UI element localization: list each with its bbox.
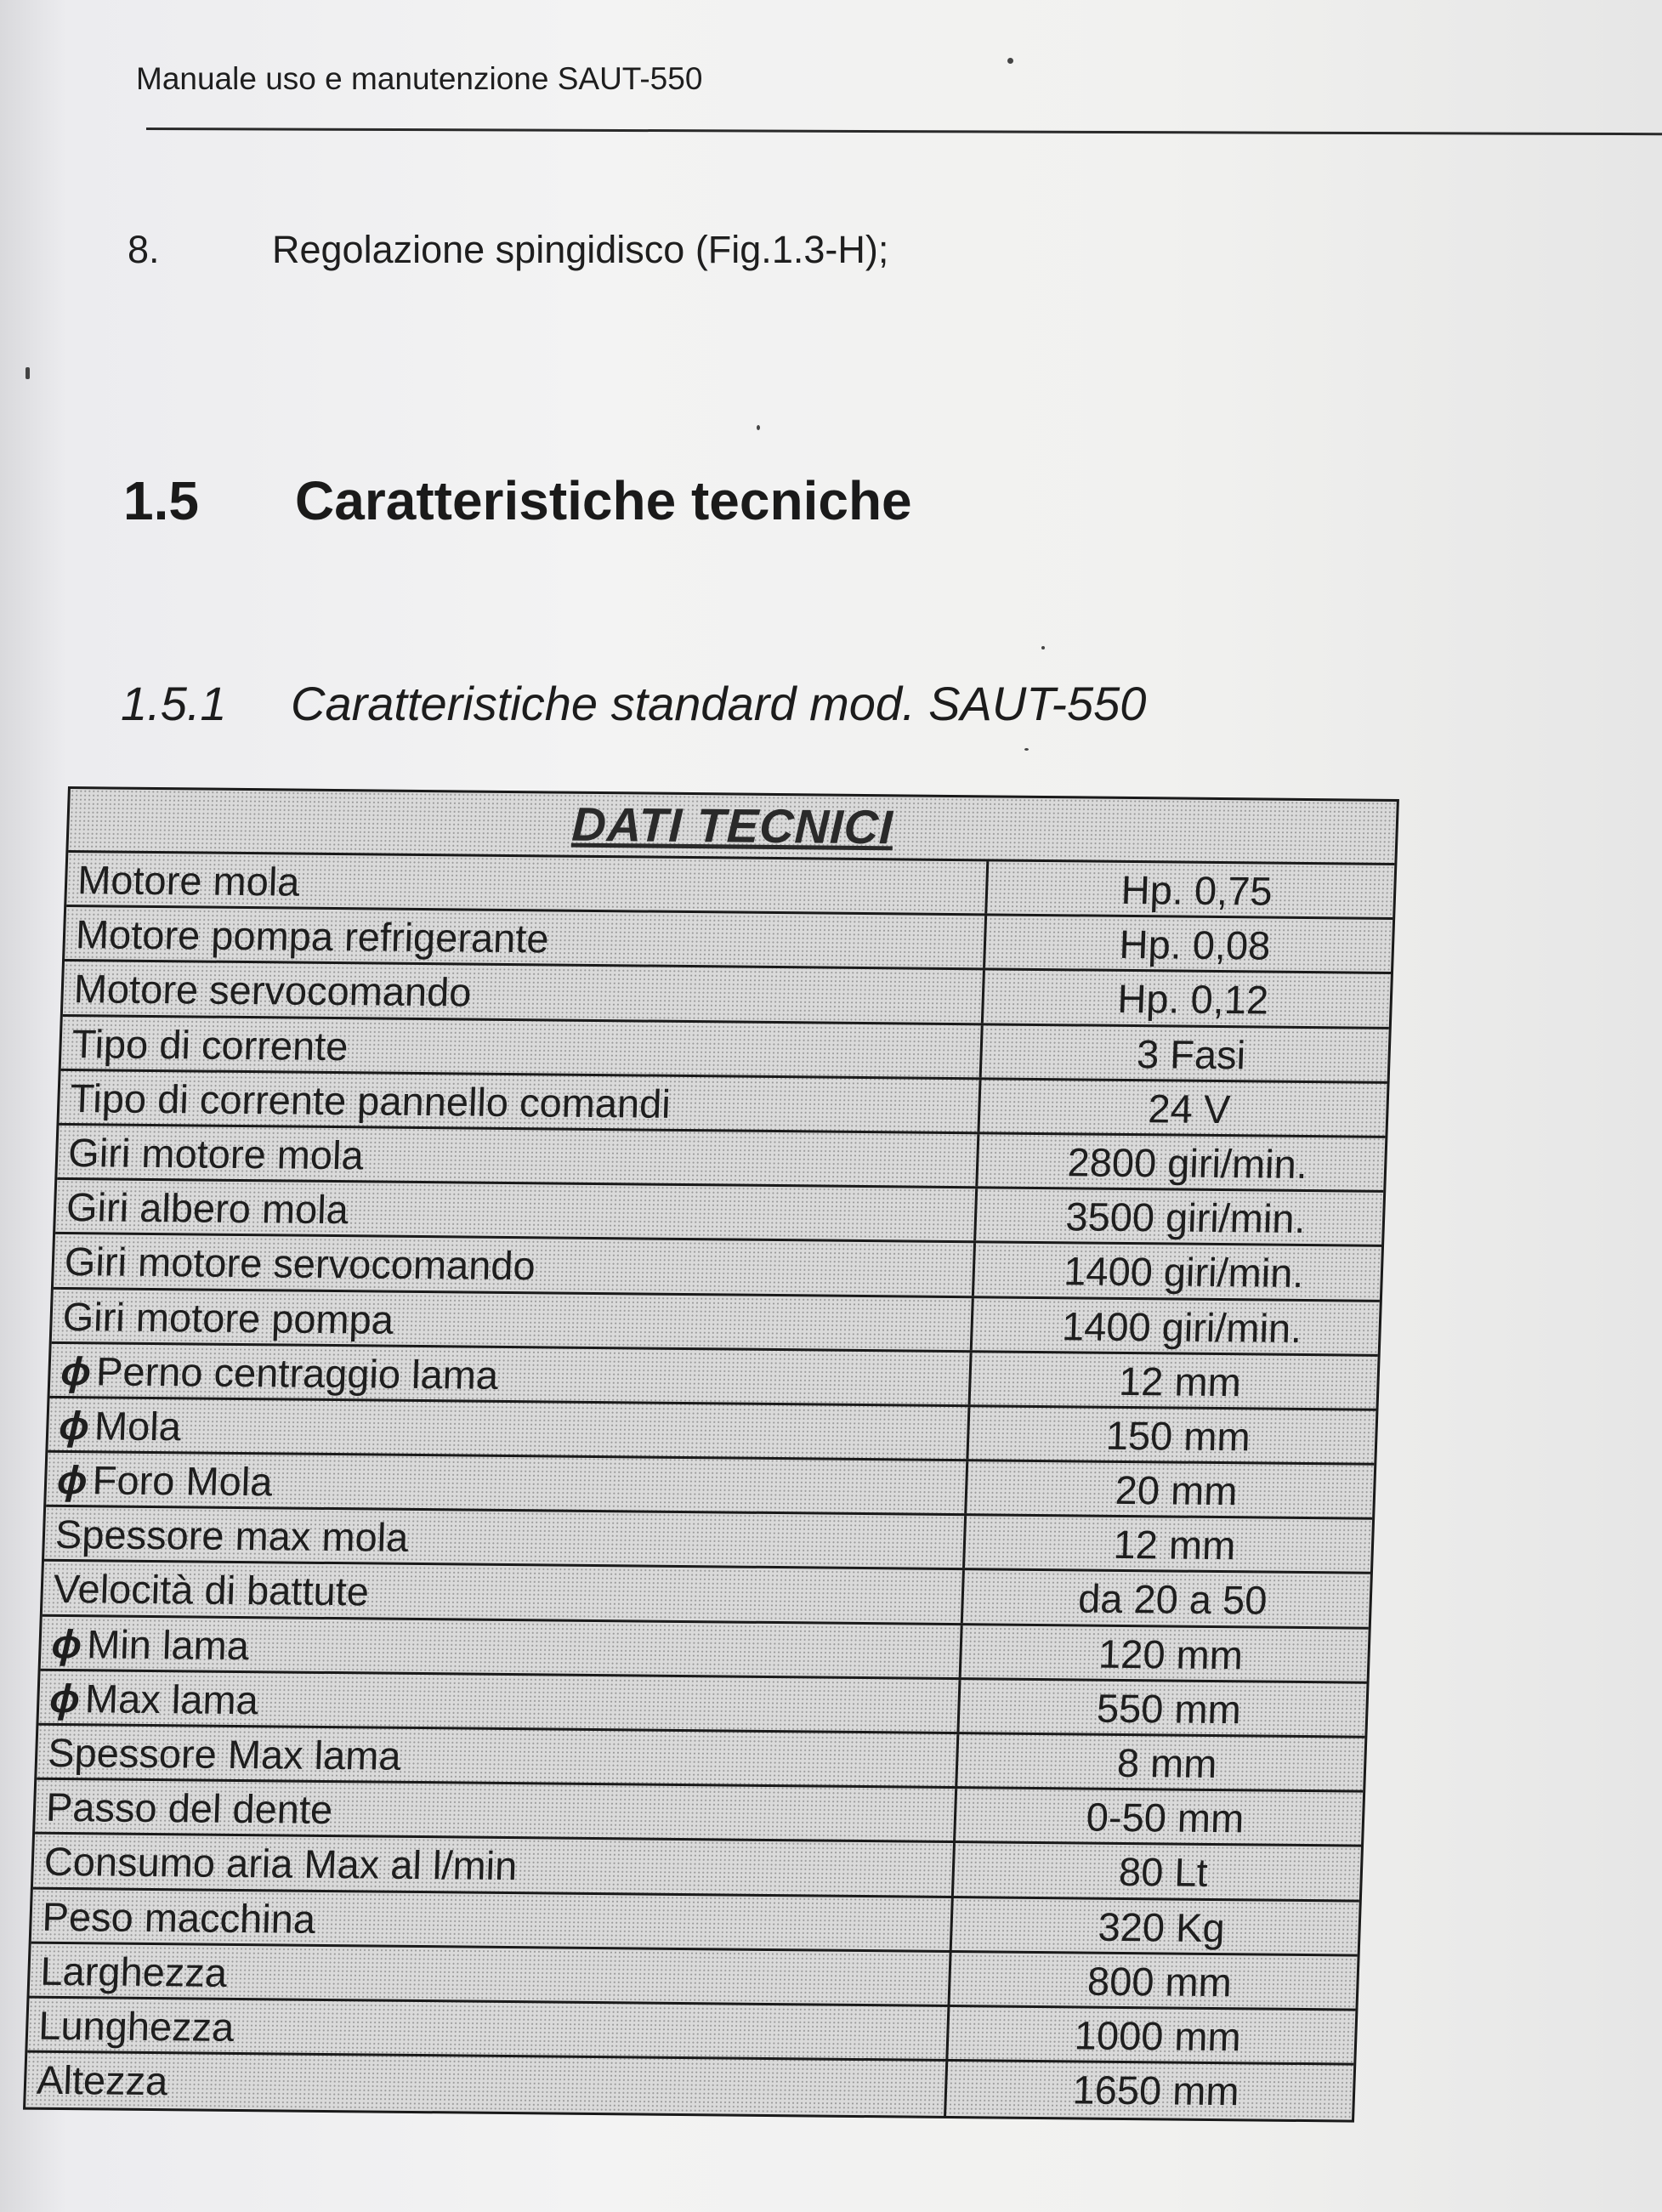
diameter-symbol: ϕ — [60, 1347, 93, 1393]
spec-label — [63, 961, 985, 1023]
spec-value: Hp. 0,08 — [1118, 922, 1272, 968]
spec-value: 12 mm — [1112, 1522, 1237, 1568]
diameter-symbol: ϕ — [50, 1620, 83, 1666]
spec-value: 20 mm — [1114, 1466, 1239, 1514]
spec-label — [35, 1780, 957, 1841]
spec-label-text: Larghezza — [39, 1948, 228, 1995]
spec-value: Hp. 0,75 — [1120, 866, 1273, 914]
spec-label-text: Max lama — [84, 1676, 259, 1723]
spec-label-text: Perno centraggio lama — [95, 1348, 500, 1398]
spec-value: 0-50 mm — [1085, 1794, 1245, 1841]
spec-label-text: Giri motore pompa — [61, 1293, 394, 1342]
spec-label-text: Motore mola — [77, 857, 301, 905]
spec-label-text: Velocità di battute — [52, 1566, 370, 1614]
spec-label — [61, 1017, 984, 1078]
spec-value: 550 mm — [1096, 1685, 1242, 1733]
paper-speck — [1007, 58, 1013, 64]
spec-label — [46, 1453, 968, 1514]
spec-label-text: Tipo di corrente — [71, 1020, 349, 1069]
spec-value: 24 V — [1147, 1085, 1232, 1132]
spec-value: 120 mm — [1098, 1631, 1244, 1677]
spec-label — [48, 1398, 970, 1460]
table-title: DATI TECNICI — [68, 789, 1396, 865]
spec-value: 3 Fasi — [1136, 1030, 1247, 1077]
spec-label — [43, 1562, 965, 1623]
spec-value: Hp. 0,12 — [1116, 976, 1270, 1023]
spec-label-text: Giri motore mola — [67, 1129, 365, 1178]
spec-value: da 20 a 50 — [1077, 1575, 1268, 1624]
list-item-text: Regolazione spingidisco (Fig.1.3-H); — [272, 228, 889, 271]
subsection-number: 1.5.1 — [121, 677, 227, 730]
diameter-symbol: ϕ — [58, 1402, 90, 1449]
list-item-number: 8. — [128, 228, 160, 271]
paper-speck — [1024, 748, 1029, 751]
section-number: 1.5 — [123, 470, 199, 531]
spec-value: 1400 giri/min. — [1063, 1248, 1305, 1296]
spec-label — [38, 1671, 961, 1733]
spec-value: 150 mm — [1105, 1412, 1251, 1460]
paper-speck — [26, 367, 30, 379]
spec-value: 80 Lt — [1118, 1849, 1209, 1896]
spec-label-text: Min lama — [86, 1620, 250, 1668]
spec-label — [27, 1999, 950, 2060]
spec-value: 3500 giri/min. — [1064, 1194, 1307, 1242]
running-header: Manuale uso e manutenzione SAUT-550 — [136, 61, 703, 96]
diameter-symbol: ϕ — [48, 1675, 82, 1721]
diameter-symbol: ϕ — [56, 1456, 88, 1503]
spec-value: 12 mm — [1118, 1358, 1242, 1404]
spec-label-text: Spessore max mola — [54, 1512, 410, 1561]
spec-label — [30, 1943, 952, 2005]
table-row — [26, 2053, 1353, 2120]
spec-value: 800 mm — [1086, 1958, 1233, 2005]
spec-value: 1650 mm — [1071, 2067, 1240, 2114]
spec-value: 8 mm — [1116, 1739, 1218, 1787]
spec-label — [44, 1507, 967, 1568]
spec-label — [57, 1126, 979, 1187]
spec-label-text: Peso macchina — [41, 1893, 316, 1942]
spec-label — [26, 2053, 948, 2117]
spec-label — [33, 1835, 956, 1896]
spec-label — [54, 1234, 976, 1296]
spec-label-text: Altezza — [36, 2056, 169, 2104]
section-title: Caratteristiche tecniche — [295, 470, 912, 531]
header-rule — [146, 128, 1662, 135]
spec-label-text: Motore pompa refrigerante — [75, 911, 550, 961]
spec-label — [31, 1889, 954, 1950]
spec-label-text: Consumo aria Max al l/min — [43, 1839, 519, 1889]
spec-label — [65, 907, 987, 968]
spec-label-text: Spessore Max lama — [47, 1729, 402, 1778]
spec-label — [37, 1726, 959, 1787]
table-body — [26, 853, 1394, 2120]
spec-value: 1000 mm — [1073, 2012, 1242, 2060]
spec-label — [66, 853, 989, 914]
spec-label-text: Foro Mola — [91, 1457, 274, 1505]
paper-speck — [1041, 646, 1045, 649]
spec-value: 2800 giri/min. — [1066, 1139, 1308, 1187]
technical-data-table — [23, 786, 1399, 2123]
spec-label-text: Passo del dente — [45, 1784, 334, 1833]
spec-label-text: Tipo di corrente pannello comandi — [69, 1075, 672, 1126]
spec-label-text: Mola — [94, 1403, 182, 1449]
spec-label — [52, 1289, 974, 1350]
spec-value: 320 Kg — [1097, 1903, 1226, 1950]
spec-label — [50, 1344, 973, 1405]
spec-label-text: Giri motore servocomando — [64, 1239, 536, 1289]
spec-value: 1400 giri/min. — [1061, 1302, 1303, 1351]
spec-label-text: Giri albero mola — [65, 1184, 349, 1233]
spec-label-text: Motore servocomando — [73, 966, 473, 1015]
subsection-title: Caratteristiche standard mod. SAUT-550 — [291, 677, 1147, 730]
paper-speck — [757, 425, 760, 430]
spec-label-text: Lunghezza — [37, 2002, 235, 2050]
spec-label — [41, 1616, 963, 1677]
spec-label — [55, 1180, 978, 1241]
spec-label — [60, 1071, 982, 1132]
